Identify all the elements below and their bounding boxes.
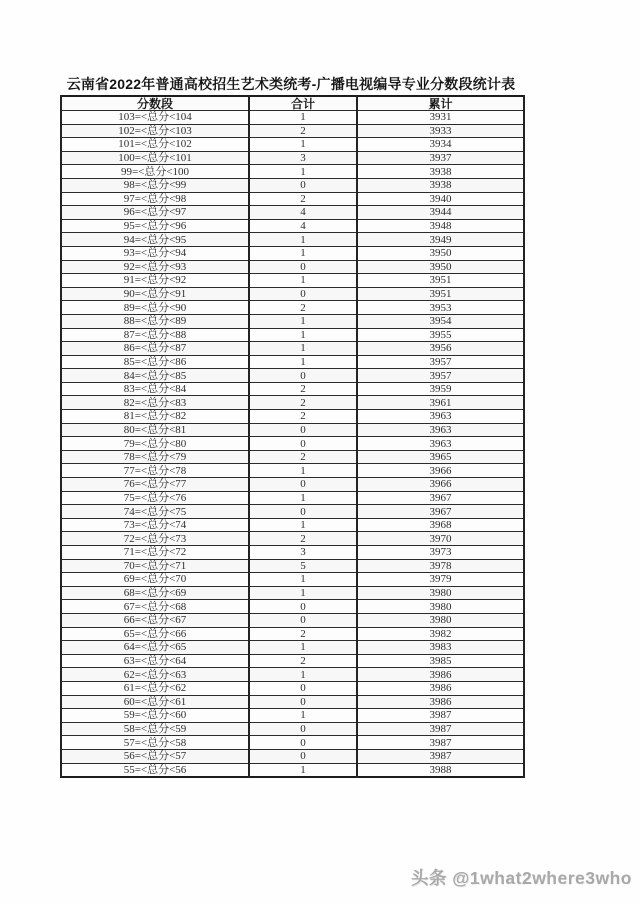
cumulative-cell: 3985 [357, 654, 524, 668]
count-cell: 1 [249, 709, 357, 723]
cumulative-cell: 3967 [357, 491, 524, 505]
table-row [61, 681, 524, 695]
score-range-cell: 57=<总分<58 [61, 736, 249, 750]
score-range-cell: 99=<总分<100 [61, 165, 249, 179]
count-cell: 2 [249, 627, 357, 641]
score-range-cell: 60=<总分<61 [61, 695, 249, 709]
cumulative-cell: 3963 [357, 423, 524, 437]
cumulative-cell: 3931 [357, 111, 524, 125]
cumulative-cell: 3963 [357, 410, 524, 424]
count-cell: 2 [249, 301, 357, 315]
cumulative-cell: 3965 [357, 450, 524, 464]
score-range-cell: 67=<总分<68 [61, 600, 249, 614]
cumulative-cell: 3956 [357, 342, 524, 356]
table-row [61, 111, 524, 125]
score-range-cell: 76=<总分<77 [61, 478, 249, 492]
count-cell: 1 [249, 668, 357, 682]
table-row [61, 219, 524, 233]
count-cell: 0 [249, 178, 357, 192]
score-range-cell: 58=<总分<59 [61, 722, 249, 736]
score-range-cell: 73=<总分<74 [61, 518, 249, 532]
score-range-cell: 79=<总分<80 [61, 437, 249, 451]
score-range-cell: 98=<总分<99 [61, 178, 249, 192]
cumulative-cell: 3950 [357, 246, 524, 260]
score-range-cell: 81=<总分<82 [61, 410, 249, 424]
cumulative-cell: 3987 [357, 722, 524, 736]
table-row [61, 613, 524, 627]
count-cell: 2 [249, 124, 357, 138]
cumulative-cell: 3950 [357, 260, 524, 274]
table-row [61, 546, 524, 560]
count-cell: 1 [249, 111, 357, 125]
score-range-cell: 61=<总分<62 [61, 681, 249, 695]
count-cell: 1 [249, 246, 357, 260]
count-cell: 0 [249, 736, 357, 750]
score-range-cell: 93=<总分<94 [61, 246, 249, 260]
score-range-cell: 71=<总分<72 [61, 546, 249, 560]
count-cell: 1 [249, 355, 357, 369]
cumulative-cell: 3980 [357, 600, 524, 614]
score-range-cell: 69=<总分<70 [61, 573, 249, 587]
table-row [61, 165, 524, 179]
cumulative-cell: 3986 [357, 681, 524, 695]
cumulative-cell: 3948 [357, 219, 524, 233]
count-cell: 4 [249, 219, 357, 233]
score-range-cell: 72=<总分<73 [61, 532, 249, 546]
table-row [61, 654, 524, 668]
cumulative-cell: 3966 [357, 478, 524, 492]
table-row [61, 301, 524, 315]
table-row [61, 478, 524, 492]
cumulative-cell: 3980 [357, 586, 524, 600]
count-cell: 0 [249, 369, 357, 383]
score-range-cell: 95=<总分<96 [61, 219, 249, 233]
count-cell: 1 [249, 233, 357, 247]
table-row [61, 763, 524, 777]
cumulative-cell: 3987 [357, 709, 524, 723]
toutiao-watermark: 头条 @1what2where3who [410, 868, 632, 888]
table-row [61, 274, 524, 288]
score-range-cell: 92=<总分<93 [61, 260, 249, 274]
table-row [61, 749, 524, 763]
cumulative-cell: 3957 [357, 369, 524, 383]
count-cell: 1 [249, 342, 357, 356]
score-table-body [61, 111, 524, 777]
cumulative-cell: 3986 [357, 695, 524, 709]
cumulative-cell: 3955 [357, 328, 524, 342]
score-range-cell: 86=<总分<87 [61, 342, 249, 356]
cumulative-cell: 3933 [357, 124, 524, 138]
count-cell: 1 [249, 763, 357, 777]
score-range-cell: 77=<总分<78 [61, 464, 249, 478]
count-cell: 1 [249, 138, 357, 152]
cumulative-cell: 3949 [357, 233, 524, 247]
score-range-cell: 56=<总分<57 [61, 749, 249, 763]
count-cell: 0 [249, 722, 357, 736]
score-range-cell: 103=<总分<104 [61, 111, 249, 125]
table-row [61, 668, 524, 682]
table-row [61, 178, 524, 192]
table-row [61, 491, 524, 505]
count-cell: 2 [249, 532, 357, 546]
count-cell: 2 [249, 410, 357, 424]
count-cell: 0 [249, 681, 357, 695]
table-row [61, 437, 524, 451]
count-cell: 2 [249, 654, 357, 668]
table-row [61, 518, 524, 532]
cumulative-cell: 3979 [357, 573, 524, 587]
score-range-cell: 55=<总分<56 [61, 763, 249, 777]
score-range-cell: 96=<总分<97 [61, 206, 249, 220]
table-header-row [61, 96, 524, 111]
count-cell: 2 [249, 382, 357, 396]
count-cell: 1 [249, 165, 357, 179]
table-row [61, 573, 524, 587]
table-row [61, 559, 524, 573]
table-row [61, 464, 524, 478]
table-row [61, 369, 524, 383]
cumulative-cell: 3938 [357, 178, 524, 192]
page-title: 云南省2022年普通高校招生艺术类统考-广播电视编导专业分数段统计表 [66, 76, 516, 92]
score-range-cell: 87=<总分<88 [61, 328, 249, 342]
table-row [61, 450, 524, 464]
cumulative-cell: 3982 [357, 627, 524, 641]
count-cell: 0 [249, 749, 357, 763]
score-range-cell: 89=<总分<90 [61, 301, 249, 315]
table-row [61, 382, 524, 396]
cumulative-cell: 3966 [357, 464, 524, 478]
table-row [61, 151, 524, 165]
count-cell: 4 [249, 206, 357, 220]
table-row [61, 260, 524, 274]
table-row [61, 246, 524, 260]
table-row [61, 641, 524, 655]
cumulative-cell: 3957 [357, 355, 524, 369]
cumulative-cell: 3978 [357, 559, 524, 573]
score-range-cell: 64=<总分<65 [61, 641, 249, 655]
count-cell: 1 [249, 491, 357, 505]
cumulative-cell: 3954 [357, 314, 524, 328]
header-cell-count: 合计 [249, 96, 357, 111]
count-cell: 1 [249, 328, 357, 342]
table-row [61, 505, 524, 519]
table-row [61, 709, 524, 723]
cumulative-cell: 3953 [357, 301, 524, 315]
count-cell: 0 [249, 613, 357, 627]
score-range-cell: 83=<总分<84 [61, 382, 249, 396]
count-cell: 1 [249, 464, 357, 478]
score-range-cell: 59=<总分<60 [61, 709, 249, 723]
count-cell: 1 [249, 641, 357, 655]
cumulative-cell: 3973 [357, 546, 524, 560]
score-range-cell: 80=<总分<81 [61, 423, 249, 437]
table-row [61, 736, 524, 750]
table-row [61, 342, 524, 356]
table-row [61, 328, 524, 342]
score-range-cell: 70=<总分<71 [61, 559, 249, 573]
header-cell-cumulative: 累计 [357, 96, 524, 111]
table-row [61, 124, 524, 138]
count-cell: 1 [249, 314, 357, 328]
cumulative-cell: 3951 [357, 287, 524, 301]
score-range-cell: 62=<总分<63 [61, 668, 249, 682]
score-range-cell: 68=<总分<69 [61, 586, 249, 600]
score-distribution-table [60, 95, 525, 778]
cumulative-cell: 3940 [357, 192, 524, 206]
table-row [61, 410, 524, 424]
cumulative-cell: 3961 [357, 396, 524, 410]
table-row [61, 423, 524, 437]
count-cell: 0 [249, 600, 357, 614]
table-row [61, 695, 524, 709]
cumulative-cell: 3967 [357, 505, 524, 519]
cumulative-cell: 3980 [357, 613, 524, 627]
cumulative-cell: 3937 [357, 151, 524, 165]
count-cell: 0 [249, 695, 357, 709]
table-row [61, 138, 524, 152]
score-range-cell: 74=<总分<75 [61, 505, 249, 519]
score-range-cell: 91=<总分<92 [61, 274, 249, 288]
score-range-cell: 88=<总分<89 [61, 314, 249, 328]
score-range-cell: 85=<总分<86 [61, 355, 249, 369]
cumulative-cell: 3987 [357, 736, 524, 750]
cumulative-cell: 3986 [357, 668, 524, 682]
count-cell: 0 [249, 478, 357, 492]
score-range-cell: 66=<总分<67 [61, 613, 249, 627]
cumulative-cell: 3970 [357, 532, 524, 546]
count-cell: 0 [249, 423, 357, 437]
table-row [61, 532, 524, 546]
score-range-cell: 97=<总分<98 [61, 192, 249, 206]
count-cell: 0 [249, 437, 357, 451]
count-cell: 0 [249, 505, 357, 519]
count-cell: 5 [249, 559, 357, 573]
count-cell: 1 [249, 573, 357, 587]
table-row [61, 722, 524, 736]
count-cell: 2 [249, 192, 357, 206]
table-row [61, 396, 524, 410]
cumulative-cell: 3968 [357, 518, 524, 532]
score-range-cell: 100=<总分<101 [61, 151, 249, 165]
score-range-cell: 102=<总分<103 [61, 124, 249, 138]
count-cell: 2 [249, 396, 357, 410]
score-range-cell: 90=<总分<91 [61, 287, 249, 301]
score-range-cell: 63=<总分<64 [61, 654, 249, 668]
table-row [61, 192, 524, 206]
cumulative-cell: 3983 [357, 641, 524, 655]
score-range-cell: 78=<总分<79 [61, 450, 249, 464]
count-cell: 1 [249, 518, 357, 532]
score-range-cell: 101=<总分<102 [61, 138, 249, 152]
cumulative-cell: 3938 [357, 165, 524, 179]
table-row [61, 206, 524, 220]
score-range-cell: 65=<总分<66 [61, 627, 249, 641]
cumulative-cell: 3963 [357, 437, 524, 451]
header-cell-score-range: 分数段 [61, 96, 249, 111]
count-cell: 3 [249, 546, 357, 560]
table-row [61, 586, 524, 600]
table-row [61, 600, 524, 614]
count-cell: 3 [249, 151, 357, 165]
score-range-cell: 94=<总分<95 [61, 233, 249, 247]
table-row [61, 355, 524, 369]
count-cell: 0 [249, 260, 357, 274]
cumulative-cell: 3959 [357, 382, 524, 396]
table-row [61, 314, 524, 328]
cumulative-cell: 3951 [357, 274, 524, 288]
table-row [61, 233, 524, 247]
count-cell: 1 [249, 274, 357, 288]
cumulative-cell: 3987 [357, 749, 524, 763]
cumulative-cell: 3934 [357, 138, 524, 152]
score-range-cell: 84=<总分<85 [61, 369, 249, 383]
cumulative-cell: 3988 [357, 763, 524, 777]
count-cell: 0 [249, 287, 357, 301]
table-row [61, 287, 524, 301]
score-range-cell: 82=<总分<83 [61, 396, 249, 410]
count-cell: 1 [249, 586, 357, 600]
cumulative-cell: 3944 [357, 206, 524, 220]
count-cell: 2 [249, 450, 357, 464]
table-row [61, 627, 524, 641]
score-range-cell: 75=<总分<76 [61, 491, 249, 505]
